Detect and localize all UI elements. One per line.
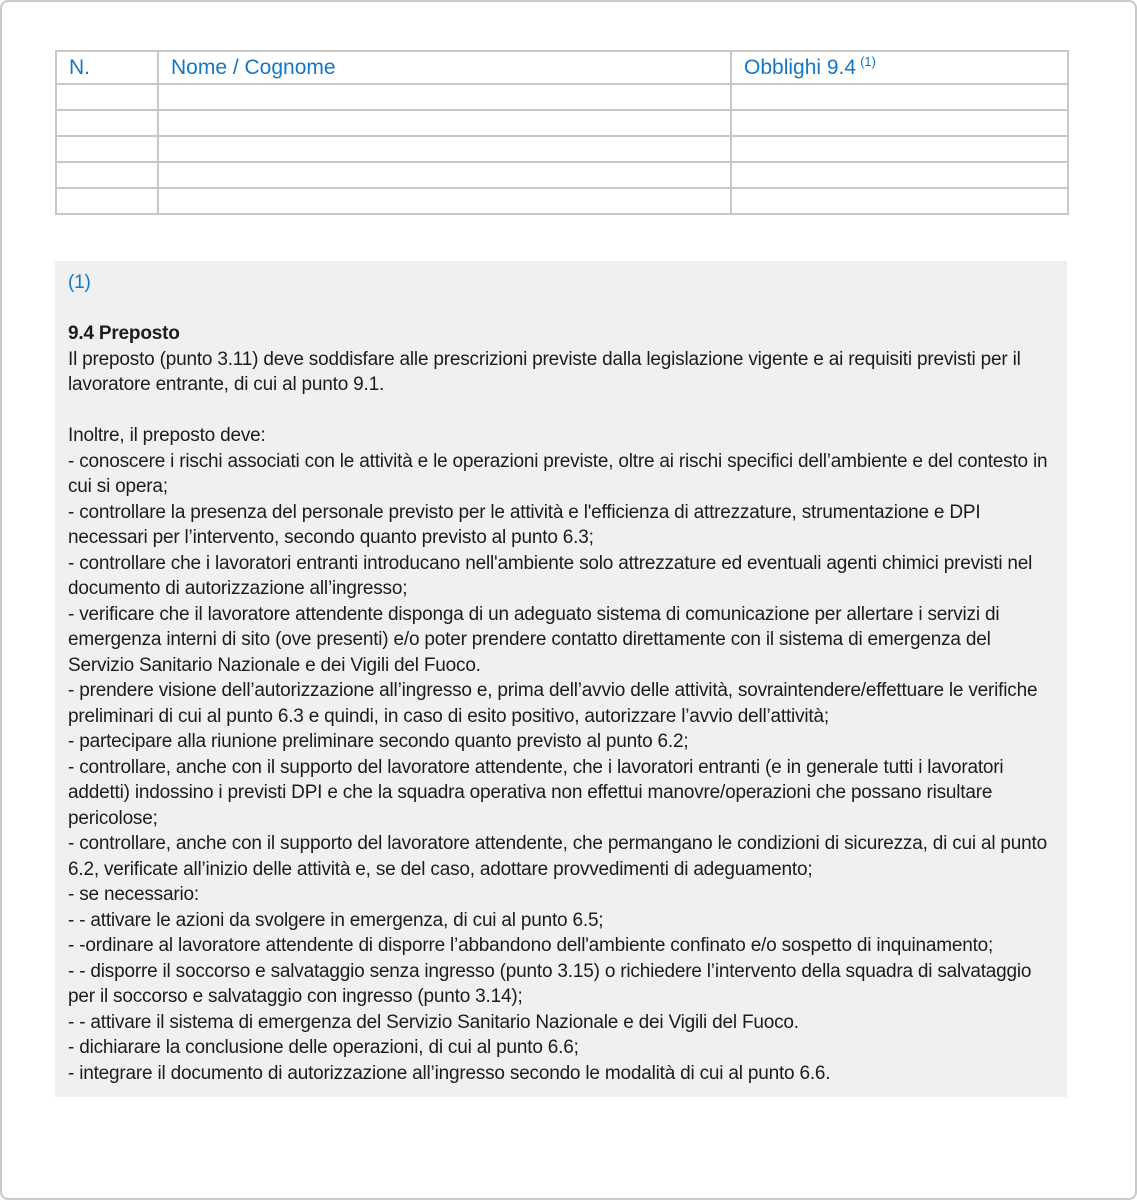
table-row (56, 84, 1068, 110)
footnote-item: - controllare, anche con il supporto del lavoratore attendente, che i lavoratori entranti (e in generale tutti i lavoratori addetti) indossino i previsti DPI e che la squadra operativa non effettui manovre/operazioni che possano risultare pericolose; (68, 756, 1004, 829)
cell-nome-cognome[interactable] (158, 84, 731, 110)
column-header-obblighi (731, 51, 1068, 84)
footnote-item: - -ordinare al lavoratore attendente di disporre l’abbandono dell'ambiente confinato e/o sospetto di inquinamento; (68, 935, 994, 956)
column-header-obblighi-label: Obblighi 9.4 (744, 55, 857, 79)
footnote-item: - controllare la presenza del personale previsto per le attività e l'efficienza di attrezzature, strumentazione e DPI necessari per l’intervento, secondo quanto previsto al punto 6.3; (68, 501, 981, 548)
column-header-nome-cognome-label: Nome / Cognome (171, 55, 336, 79)
table-body (56, 84, 1068, 214)
footnote-heading: 9.4 Preposto (68, 323, 180, 344)
cell-n[interactable] (56, 84, 158, 110)
table-row (56, 162, 1068, 188)
footnote-reference-superscript: (1) (860, 53, 876, 69)
cell-n[interactable] (56, 136, 158, 162)
table-row (56, 188, 1068, 214)
footnote-item: - dichiarare la conclusione delle operazioni, di cui al punto 6.6; (68, 1037, 579, 1058)
table-row (56, 136, 1068, 162)
cell-n[interactable] (56, 110, 158, 136)
footnote-items (68, 449, 1053, 1087)
footnote-item: - prendere visione dell’autorizzazione all’ingresso e, prima dell’avvio delle attività, sovraintendere/effettuare le verifiche preliminari di cui al punto 6.3 e quindi, in caso di esito positivo, autorizzare l’avvio dell’attività; (68, 680, 1038, 727)
cell-obblighi[interactable] (731, 84, 1068, 110)
preposto-signature-table (55, 50, 1069, 215)
footnote-item: - - attivare il sistema di emergenza del Servizio Sanitario Nazionale e dei Vigili del Fuoco. (68, 1011, 799, 1033)
cell-obblighi[interactable] (731, 136, 1068, 162)
footnote-item: - - disporre il soccorso e salvataggio senza ingresso (punto 3.15) o richiedere l’intervento della squadra di salvataggio per il soccorso e salvataggio con ingresso (punto 3.14); (68, 960, 1032, 1007)
cell-n[interactable] (56, 162, 158, 188)
column-header-n-label: N. (69, 55, 90, 79)
cell-nome-cognome[interactable] (158, 136, 731, 162)
footnote-item: - conoscere i rischi associati con le attività e le operazioni previste, oltre ai rischi specifici dell’ambiente e del contesto in cui si opera; (68, 450, 1048, 497)
footnote-item: - controllare, anche con il supporto del lavoratore attendente, che permangano le condizioni di sicurezza, di cui al punto 6.2, verificate all’inizio delle attività e, se del caso, adottare provvedimenti di adeguamento; (68, 833, 1047, 880)
cell-nome-cognome[interactable] (158, 162, 731, 188)
cell-nome-cognome[interactable] (158, 110, 731, 136)
cell-obblighi[interactable] (731, 110, 1068, 136)
footnote-item: - se necessario: (68, 884, 199, 905)
footnote-item: - - attivare le azioni da svolgere in emergenza, di cui al punto 6.5; (68, 909, 604, 931)
footnote-marker: (1) (68, 272, 91, 293)
cell-n[interactable] (56, 188, 158, 214)
cell-nome-cognome[interactable] (158, 188, 731, 214)
table-header-row (56, 51, 1068, 84)
footnote-item: - partecipare alla riunione preliminare secondo quanto previsto al punto 6.2; (68, 731, 689, 752)
cell-obblighi[interactable] (731, 162, 1068, 188)
footnote-box (55, 261, 1067, 1097)
footnote-intro-paragraph: Il preposto (punto 3.11) deve soddisfare alle prescrizioni previste dalla legislazione vigente e ai requisiti previsti per il lavoratore entrante, di cui al punto 9.1. (68, 348, 1021, 395)
footnote-item: - integrare il documento di autorizzazione all’ingresso secondo le modalità di cui al punto 6.6. (68, 1062, 831, 1084)
footnote-item: - controllare che i lavoratori entranti introducano nell'ambiente solo attrezzature ed eventuali agenti chimici previsti nel documento di autorizzazione all’ingresso; (68, 552, 1033, 599)
footnote-item: - verificare che il lavoratore attendente disponga di un adeguato sistema di comunicazione per allertare i servizi di emergenza interni di sito (ove presenti) e/o poter prendere contatto direttamente con il sistema di emergenza del Servizio Sanitario Nazionale e dei Vigili del Fuoco. (68, 603, 1000, 676)
column-header-n (56, 51, 158, 84)
document-content (2, 2, 1135, 1097)
column-header-nome-cognome (158, 51, 731, 84)
table-row (56, 110, 1068, 136)
footnote-list-intro: Inoltre, il preposto deve: (68, 425, 266, 446)
cell-obblighi[interactable] (731, 188, 1068, 214)
